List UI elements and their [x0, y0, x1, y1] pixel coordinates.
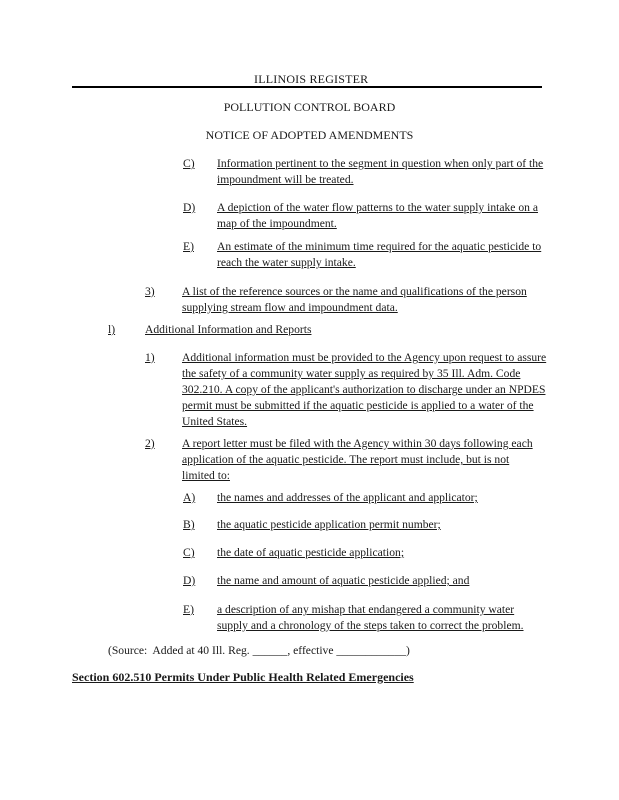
- item-c-label: C): [183, 157, 195, 170]
- section-l-title: Additional Information and Reports: [145, 323, 312, 336]
- sub-d-label: D): [183, 574, 196, 587]
- sub-d-text: the name and amount of aquatic pesticide applied; and: [217, 574, 470, 587]
- item-3-label: 3): [145, 285, 155, 298]
- item-l2-label: 2): [145, 437, 155, 450]
- register-title: ILLINOIS REGISTER: [254, 72, 369, 86]
- section-heading: Section 602.510 Permits Under Public Health Related Emergencies: [72, 670, 414, 684]
- sub-b-label: B): [183, 518, 195, 531]
- source-note: (Source: Added at 40 Ill. Reg. ______, effective ____________): [108, 644, 410, 657]
- sub-e-text: a description of any mishap that endangered a community water supply and a chronology of the steps taken to correct the problem.: [217, 603, 524, 632]
- sub-e-label: E): [183, 603, 194, 616]
- sub-b-text: the aquatic pesticide application permit number;: [217, 518, 441, 531]
- item-d-label: D): [183, 201, 196, 214]
- item-l1-label: 1): [145, 351, 155, 364]
- item-d-text: A depiction of the water flow patterns to the water supply intake on a map of the impoundment.: [217, 201, 538, 230]
- agency-title: POLLUTION CONTROL BOARD: [223, 100, 396, 114]
- header-rule: [72, 86, 542, 88]
- sub-a-label: A): [183, 491, 196, 504]
- section-l-label: l): [108, 323, 116, 336]
- item-e-text: An estimate of the minimum time required for the aquatic pesticide to reach the water supply intake.: [217, 240, 542, 269]
- sub-c-label: C): [183, 546, 195, 559]
- item-3-text: A list of the reference sources or the name and qualifications of the person supplying stream flow and impoundment data.: [182, 285, 527, 314]
- item-c-text: Information pertinent to the segment in question when only part of the impoundment will be treated.: [217, 157, 544, 186]
- item-l2-text: A report letter must be filed with the Agency within 30 days following each application of the aquatic pesticide. The report must include, but is not limited to:: [182, 437, 533, 482]
- item-l1-text: Additional information must be provided to the Agency upon request to assure the safety of a community water supply as required by 35 Ill. Adm. Code 302.210. A copy of the applicant's authorization to discharge under an NPDES permit must be submitted if the aquatic pesticide is applied to a water of the United States.: [182, 351, 547, 428]
- sub-a-text: the names and addresses of the applicant and applicator;: [217, 491, 478, 504]
- item-e-label: E): [183, 240, 194, 253]
- sub-c-text: the date of aquatic pesticide application;: [217, 546, 405, 559]
- notice-title: NOTICE OF ADOPTED AMENDMENTS: [205, 128, 414, 142]
